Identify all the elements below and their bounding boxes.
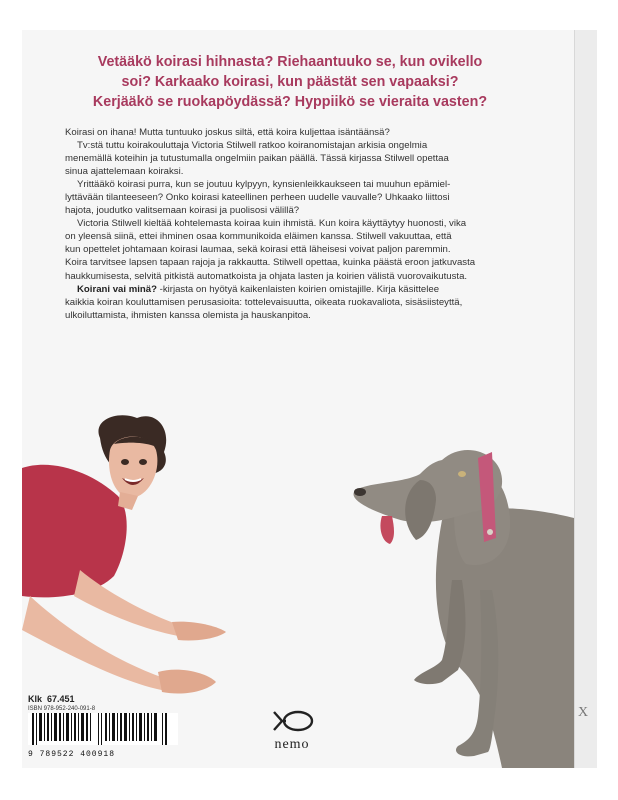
headline-line: Vetääkö koirasi hihnasta? Riehaantuuko se, kun ovikello [97,54,483,70]
barcode-number: 9 789522 400918 [28,750,116,759]
blurb-line: ulkoiluttamista, ihmisten kanssa olemista ja hauskanpitoa. [65,309,311,321]
blurb-line: haukkumisesta, selvitä pitkistä automatkoista ja ohjata lasten ja koirien välistä vuorovaikutusta. [65,270,468,282]
blurb-line: kun opettelet johtamaan koirasi laumaa, sekä koirasi että läheisesi voivat paljon paremmin. [65,244,451,256]
dog-figure [353,450,574,768]
blurb-line [65,283,535,296]
publisher-name: nemo [274,737,310,752]
klk-value: 67.451 [47,694,75,704]
headline-line: Kerjääkö se ruokapöydässä? Hyppiikö se vieraita vasten? [92,94,488,110]
blurb-line: lyttävään tilanteeseen? Onko koirasi kateellinen perheen uudelle vauvalle? Uhkaako liittosi [65,192,450,204]
blurb-line: Victoria Stilwell kieltää kohtelemasta koiraa kuin ihmistä. Kun koira käyttäytyy huonosti, vika [77,218,467,230]
blurb-line: Koira tarvitsee lapsen tapaan rajoja ja rakkautta. Stilwell opettaa, kuinka päästä eroon jatkuvasta [65,257,476,269]
fish-logo-icon [268,708,316,734]
blurb-line: on yleensä siinä, ettei ihminen osaa kommunikoida eläimen kanssa. Stilwell vakuuttaa, että [65,231,452,243]
blurb-line: Tv:stä tuttu koirakouluttaja Victoria Stilwell ratkoo koiranomistajan arkisia ongelmia [77,140,428,152]
isbn-text: ISBN 978-952-240-091-8 [28,706,96,712]
headline-line: soi? Karkaako koirasi, kun päästät sen vapaaksi? [121,74,459,90]
blurb-line: Yrittääkö koirasi purra, kun se joutuu kylpyyn, kynsienleikkaukseen tai muuhun epämiel- [77,179,451,191]
blurb-line: hajota, joudutko valitsemaan koirasi ja puolisosi välillä? [65,205,300,217]
woman-figure [22,415,226,693]
book-title-inline: Koirani vai minä? [77,283,157,295]
blurb-line: sinua ajattelemaan koiraksi. [65,166,184,178]
blurb-line: kaikkia koiran kouluttamisen perusasioita: tottelevaisuutta, oikeata ruokavaliota, sisäsiisteyttä, [65,296,463,308]
klk-label: Klk [28,694,43,704]
publisher-logo [252,708,332,753]
classification [28,694,198,704]
spine-title-show-through [578,120,592,460]
blurb-text [65,126,535,322]
blurb-span: -kirjasta on hyötyä kaikenlaisten koirien omistajille. Kirja käsittelee [156,283,440,295]
blurb-line: Koirasi on ihana! Mutta tuntuuko joskus siltä, että koira kuljettaa isäntäänsä? [65,127,390,138]
blurb-line: menemällä koteihin ja tutustumalla ongelmiin paikan päällä. Tässä kirjassa Stilwell opettaa [65,153,449,165]
barcode-icon [28,713,178,745]
barcode-block [28,694,198,760]
spine-mark: X [578,705,589,720]
headline [70,52,510,112]
